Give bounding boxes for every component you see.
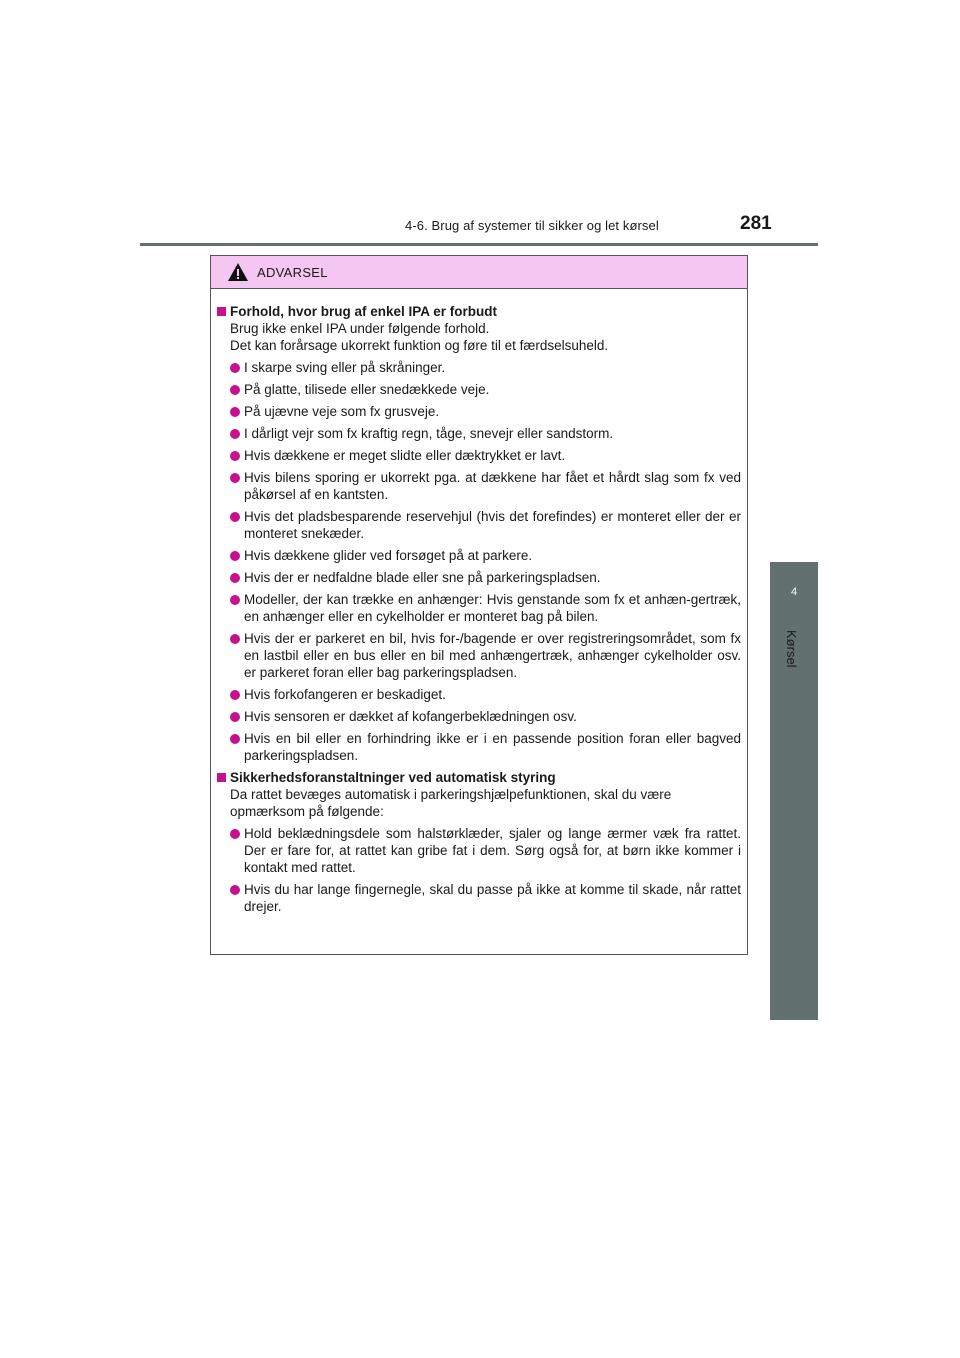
list-item	[230, 425, 741, 442]
round-bullet-icon	[230, 385, 240, 395]
section-heading-text: Sikkerhedsforanstaltninger ved automatisk styring	[230, 770, 556, 785]
list-item	[230, 591, 741, 625]
round-bullet-icon	[230, 734, 240, 744]
round-bullet-icon	[230, 473, 240, 483]
list-item	[230, 469, 741, 503]
list-item-text: Hvis der er nedfaldne blade eller sne på parkeringspladsen.	[244, 570, 601, 585]
list-item-text: Hold beklædningsdele som halstørklæder, sjaler og lange ærmer væk fra rattet. Der er fare for, at rattet kan gribe fat i dem. Sørg også for, at børn ikke kommer i kontakt med rattet.	[244, 826, 741, 875]
list-item-text: Hvis bilens sporing er ukorrekt pga. at dækkene har fået et hårdt slag som fx ved påkørsel af en kantsten.	[244, 470, 741, 502]
square-bullet-icon	[217, 773, 226, 782]
list-item	[230, 730, 741, 764]
list-item	[230, 547, 741, 564]
warning-header	[211, 256, 747, 289]
list-item-text: Modeller, der kan trække en anhænger: Hvis genstande som fx et anhæn-gertræk, en anhænger eller en cykelholder er monteret bag på bilen.	[244, 592, 741, 624]
round-bullet-icon	[230, 551, 240, 561]
list-item-text: På ujævne veje som fx grusveje.	[244, 404, 440, 419]
list-item-text: I skarpe sving eller på skråninger.	[244, 360, 446, 375]
round-bullet-icon	[230, 512, 240, 522]
round-bullet-icon	[230, 829, 240, 839]
list-item-text: Hvis sensoren er dækket af kofangerbeklædningen osv.	[244, 709, 577, 724]
list-item-text: På glatte, tilisede eller snedækkede veje.	[244, 382, 490, 397]
chapter-label: Kørsel	[784, 630, 799, 668]
list-item	[230, 630, 741, 681]
list-item	[230, 381, 741, 398]
list-item	[230, 708, 741, 725]
list-item	[230, 447, 741, 464]
round-bullet-icon	[230, 634, 240, 644]
section-heading-text: Forhold, hvor brug af enkel IPA er forbudt	[230, 304, 498, 319]
round-bullet-icon	[230, 690, 240, 700]
section-title: 4-6. Brug af systemer til sikker og let kørsel	[405, 218, 659, 233]
header-rule	[140, 243, 818, 246]
round-bullet-icon	[230, 407, 240, 417]
round-bullet-icon	[230, 595, 240, 605]
list-item-text: Hvis der er parkeret en bil, hvis for-/bagende er over registreringsområdet, som fx en lastbil eller en bus eller en bil med anhængertræk, anhænger cykelholder osv. er parkeret foran eller bag parkeringspladsen.	[244, 631, 741, 680]
section-intro: Da rattet bevæges automatisk i parkeringshjælpefunktionen, skal du være opmærksom på følgende:	[230, 787, 672, 819]
section-intro: Brug ikke enkel IPA under følgende forhold. Det kan forårsage ukorrekt funktion og føre til et færdselsuheld.	[230, 321, 609, 353]
round-bullet-icon	[230, 363, 240, 373]
list-item-text: Hvis forkofangeren er beskadiget.	[244, 687, 446, 702]
list-item	[230, 569, 741, 586]
round-bullet-icon	[230, 712, 240, 722]
section-heading	[217, 303, 741, 320]
warning-title: ADVARSEL	[257, 264, 328, 280]
chapter-bar	[770, 622, 818, 1020]
page-number: 281	[740, 213, 772, 234]
list-item	[230, 825, 741, 876]
list-item-text: Hvis dækkene er meget slidte eller dæktrykket er lavt.	[244, 448, 566, 463]
list-item-text: Hvis en bil eller en forhindring ikke er i en passende position foran eller bagved parkeringspladsen.	[244, 731, 741, 763]
warning-body	[211, 289, 747, 915]
list-item-text: Hvis du har lange fingernegle, skal du passe på ikke at komme til skade, når rattet drejer.	[244, 882, 741, 914]
list-item	[230, 881, 741, 915]
warning-triangle-icon	[227, 262, 249, 282]
list-item	[230, 686, 741, 703]
square-bullet-icon	[217, 307, 226, 316]
list-item-text: I dårligt vejr som fx kraftig regn, tåge, snevejr eller sandstorm.	[244, 426, 614, 441]
chapter-tab: 4	[770, 562, 818, 622]
round-bullet-icon	[230, 451, 240, 461]
list-item	[230, 359, 741, 376]
warning-box	[210, 255, 748, 955]
list-item	[230, 508, 741, 542]
round-bullet-icon	[230, 573, 240, 583]
list-item-text: Hvis det pladsbesparende reservehjul (hvis det forefindes) er monteret eller der er monteret snekæder.	[244, 509, 741, 541]
section-heading	[217, 769, 741, 786]
round-bullet-icon	[230, 885, 240, 895]
list-item-text: Hvis dækkene glider ved forsøget på at parkere.	[244, 548, 533, 563]
list-item	[230, 403, 741, 420]
round-bullet-icon	[230, 429, 240, 439]
